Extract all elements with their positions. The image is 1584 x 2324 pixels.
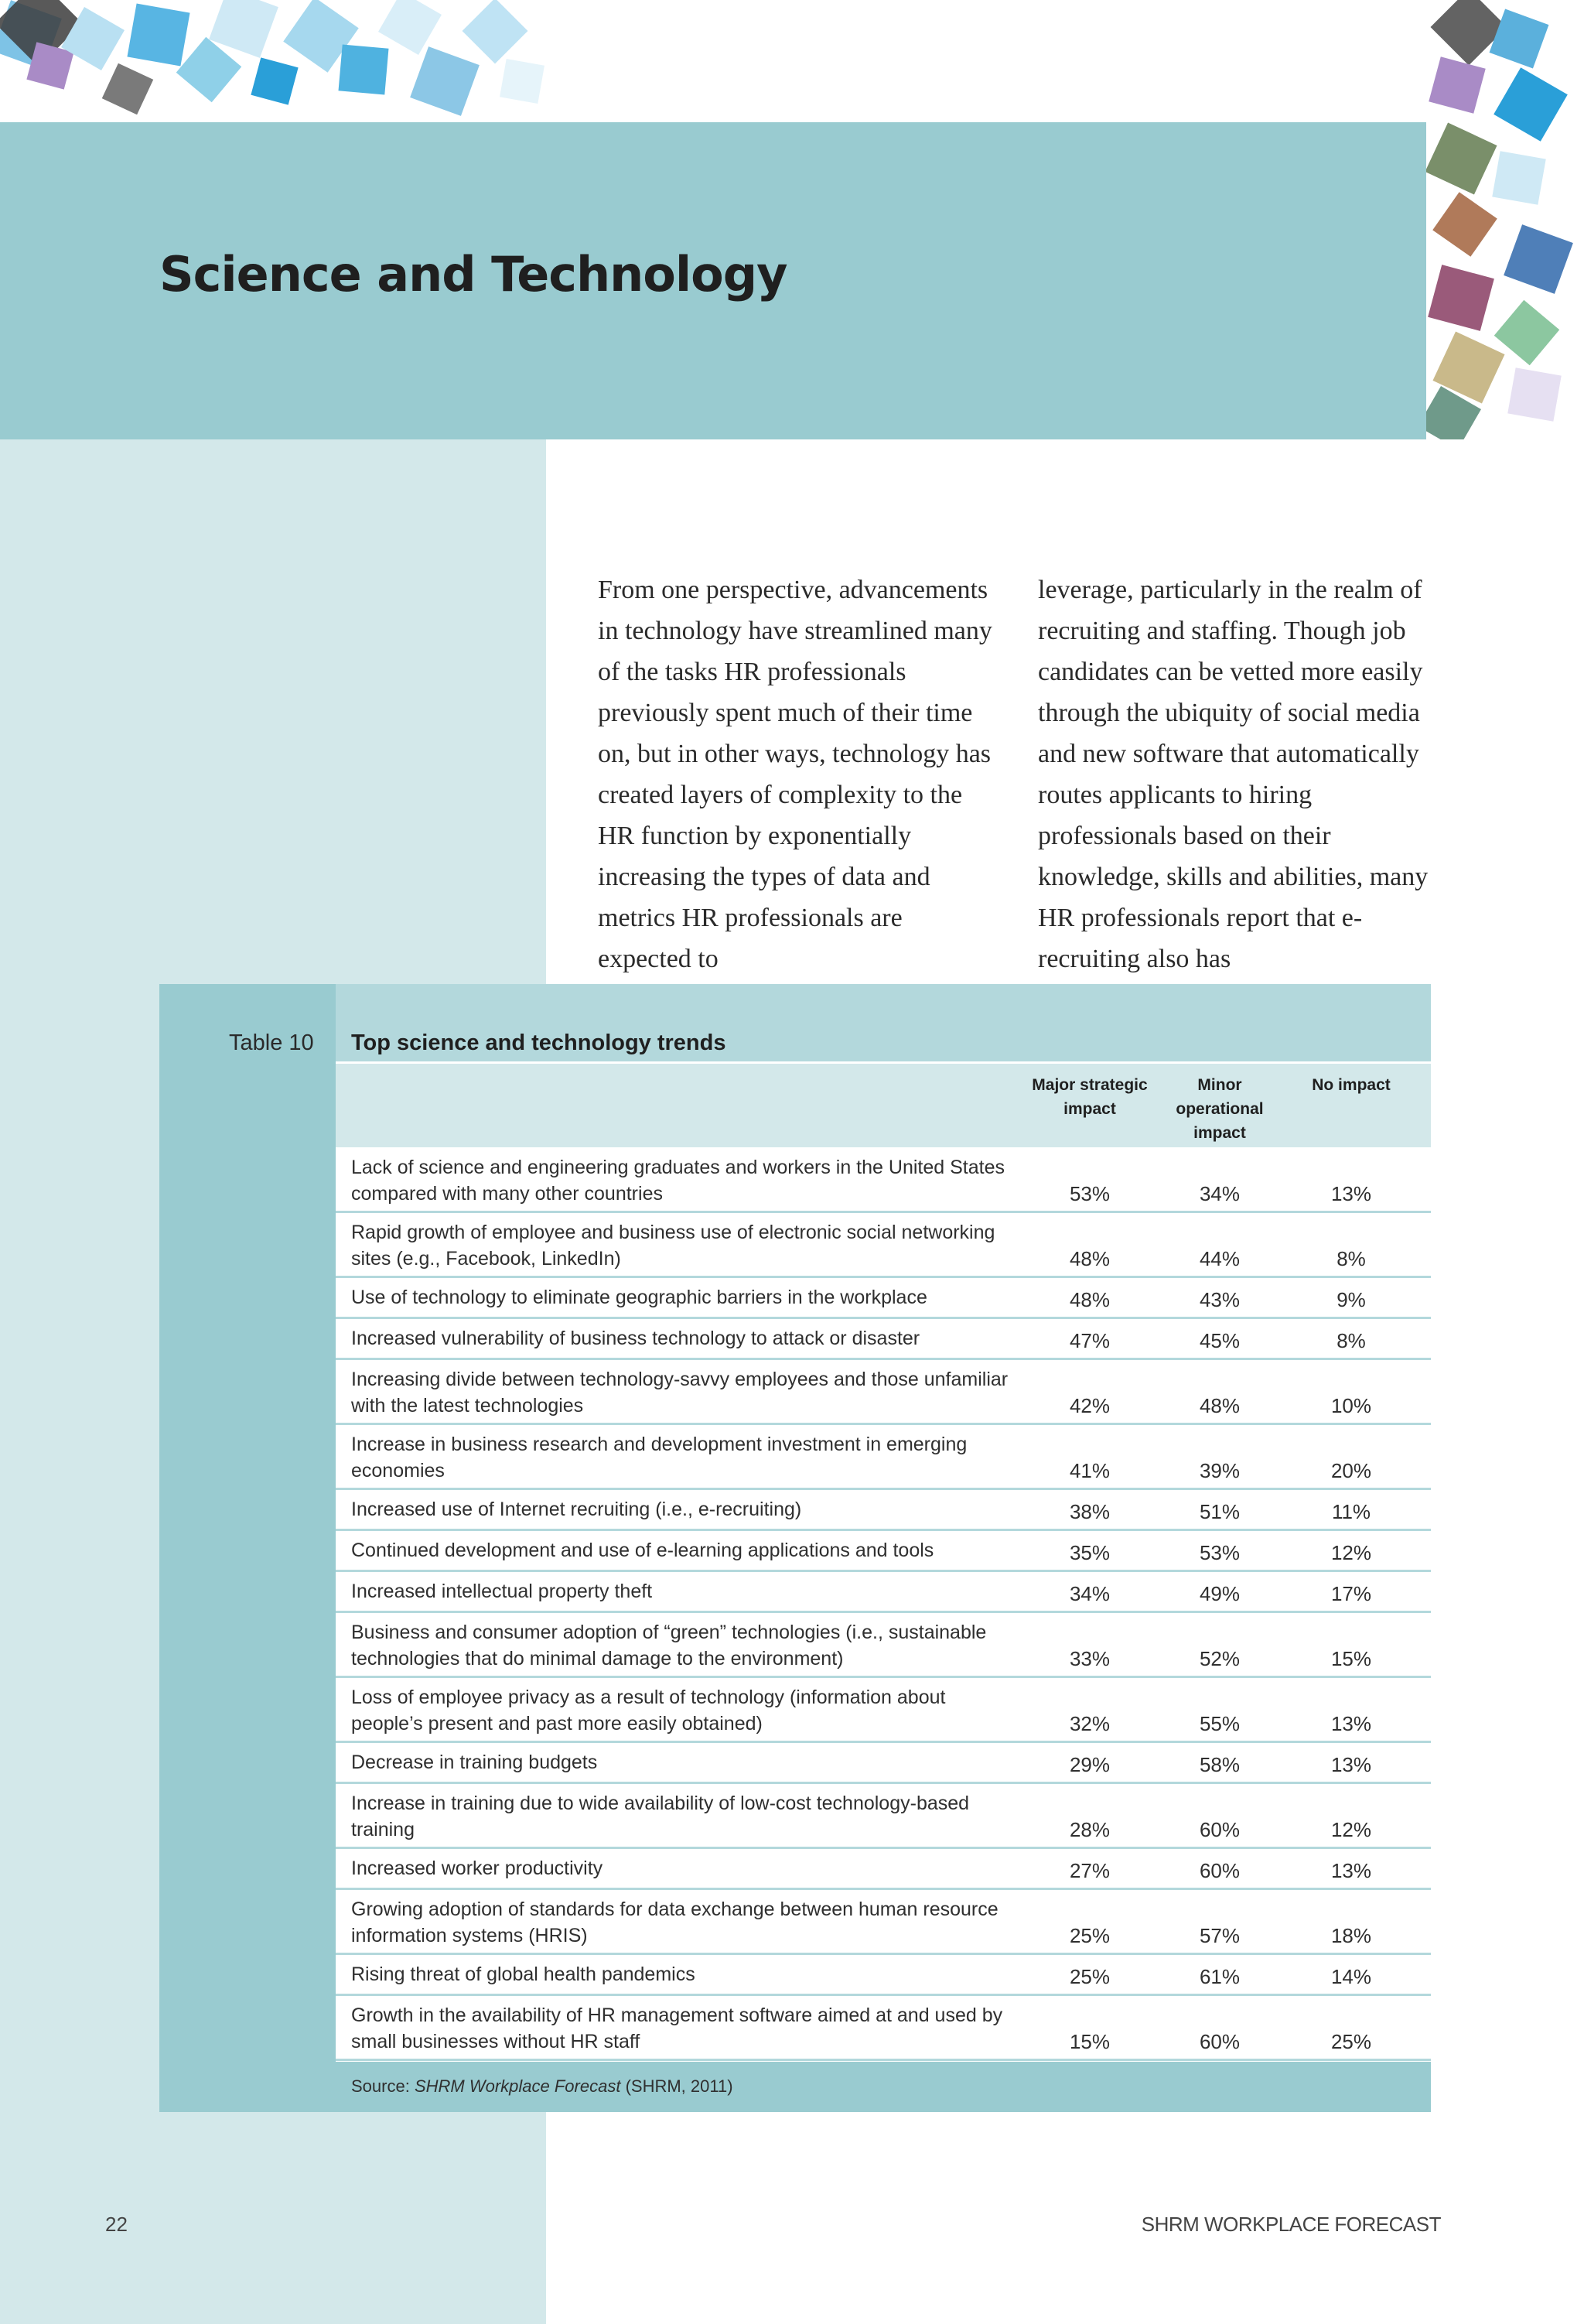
minor-impact-value: 52%: [1199, 1647, 1241, 1670]
body-paragraph-1: From one perspective, advancements in technology have streamlined many of the tasks HR professionals previously spent much of their time on, but in other ways, technology has created layers of complexity to the HR function by exponentially increasing the types of data and metrics HR professionals are expected to: [598, 576, 992, 973]
minor-impact-value: 61%: [1199, 1965, 1241, 1988]
minor-impact-value: 60%: [1199, 1818, 1241, 1841]
minor-impact-value: 39%: [1199, 1459, 1241, 1482]
major-impact-value: 15%: [1069, 2030, 1111, 2053]
trend-label: Growing adoption of standards for data exchange between human resource information systems (HRIS): [351, 1899, 999, 1946]
major-impact-value: 25%: [1069, 1924, 1111, 1947]
minor-impact-value: 51%: [1199, 1500, 1241, 1523]
body-text-column-1: [598, 569, 1000, 979]
column-header-minor: Minor operational impact: [1176, 1076, 1264, 1142]
source-prefix: Source:: [351, 2076, 415, 2096]
table-title: Top science and technology trends: [351, 1030, 726, 1055]
table-row: [336, 1784, 1431, 1849]
trend-label: Rising threat of global health pandemics: [351, 1963, 695, 1985]
no-impact-value: 13%: [1330, 1712, 1372, 1735]
major-impact-value: 25%: [1069, 1965, 1111, 1988]
minor-impact-value: 48%: [1199, 1394, 1241, 1417]
table-column-headers: [336, 1064, 1431, 1147]
trend-label: Increased worker productivity: [351, 1857, 603, 1879]
minor-impact-value: 49%: [1199, 1582, 1241, 1605]
trend-label: Business and consumer adoption of “green” technologies (i.e., sustainable technologies that do minimal damage to the environment): [351, 1622, 987, 1670]
page-title: Science and Technology: [159, 246, 787, 302]
no-impact-value: 8%: [1336, 1247, 1366, 1270]
column-header-major: Major strategic impact: [1032, 1076, 1148, 1118]
page-number: 22: [105, 2213, 128, 2236]
no-impact-value: 15%: [1330, 1647, 1372, 1670]
table-row: [336, 1678, 1431, 1743]
minor-impact-value: 55%: [1199, 1712, 1241, 1735]
no-impact-value: 12%: [1330, 1818, 1372, 1841]
table-row: [336, 1849, 1431, 1890]
major-impact-value: 53%: [1069, 1182, 1111, 1205]
no-impact-value: 10%: [1330, 1394, 1372, 1417]
table-label: Table 10: [229, 1030, 314, 1055]
minor-impact-value: 60%: [1199, 1859, 1241, 1882]
column-header-none: No impact: [1312, 1076, 1391, 1094]
table-row: [336, 1490, 1431, 1531]
no-impact-value: 18%: [1330, 1924, 1372, 1947]
trend-label: Decrease in training budgets: [351, 1752, 598, 1773]
no-impact-value: 13%: [1330, 1182, 1372, 1205]
minor-impact-value: 53%: [1199, 1541, 1241, 1564]
trend-label: Lack of science and engineering graduates and workers in the United States compared with many other countries: [351, 1157, 1005, 1205]
trend-label: Growth in the availability of HR management software aimed at and used by small businesses without HR staff: [351, 2004, 1003, 2052]
no-impact-value: 8%: [1336, 1329, 1366, 1352]
minor-impact-value: 58%: [1199, 1753, 1241, 1776]
major-impact-value: 38%: [1069, 1500, 1111, 1523]
major-impact-value: 33%: [1069, 1647, 1111, 1670]
body-text-column-2: [1038, 569, 1440, 979]
trend-label: Increase in training due to wide availability of low-cost technology-based training: [351, 1793, 970, 1840]
table-row: [336, 1613, 1431, 1678]
table-row: [336, 1955, 1431, 1996]
trend-label: Increased intellectual property theft: [351, 1581, 653, 1602]
major-impact-value: 35%: [1069, 1541, 1111, 1564]
table-row: [336, 1996, 1431, 2061]
major-impact-value: 47%: [1069, 1329, 1111, 1352]
minor-impact-value: 44%: [1199, 1247, 1241, 1270]
trend-label: Rapid growth of employee and business use of electronic social networking sites (e.g., Facebook, LinkedIn): [351, 1222, 995, 1270]
table-row: [336, 1319, 1431, 1360]
table-row: [336, 1425, 1431, 1490]
no-impact-value: 13%: [1330, 1859, 1372, 1882]
source-suffix: (SHRM, 2011): [620, 2076, 733, 2096]
no-impact-value: 17%: [1330, 1582, 1372, 1605]
decorative-mosaic-top-left: [0, 0, 546, 122]
table-rows: [336, 1148, 1431, 2061]
no-impact-value: 9%: [1336, 1288, 1366, 1311]
major-impact-value: 34%: [1069, 1582, 1111, 1605]
table-row: [336, 1213, 1431, 1278]
minor-impact-value: 60%: [1199, 2030, 1241, 2053]
minor-impact-value: 43%: [1199, 1288, 1241, 1311]
major-impact-value: 32%: [1069, 1712, 1111, 1735]
table-row: [336, 1743, 1431, 1784]
table-row: [336, 1278, 1431, 1319]
table-row: [336, 1360, 1431, 1425]
no-impact-value: 20%: [1330, 1459, 1372, 1482]
no-impact-value: 12%: [1330, 1541, 1372, 1564]
major-impact-value: 48%: [1069, 1288, 1111, 1311]
trend-label: Continued development and use of e-learning applications and tools: [351, 1540, 934, 1561]
body-paragraph-2: leverage, particularly in the realm of recruiting and staffing. Though job candidates can be vetted more easily through the ubiquity of social media and new software that automatically routes applicants to hiring professionals based on their knowledge, skills and abilities, many HR professionals report that e-recruiting also has: [1038, 576, 1429, 973]
minor-impact-value: 57%: [1199, 1924, 1241, 1947]
table-title-bar: [336, 984, 1431, 1061]
no-impact-value: 13%: [1330, 1753, 1372, 1776]
trends-table: [159, 984, 1431, 2112]
no-impact-value: 14%: [1330, 1965, 1372, 1988]
trend-label: Increase in business research and development investment in emerging economies: [351, 1434, 968, 1482]
table-row: [336, 1148, 1431, 1213]
trend-label: Increased use of Internet recruiting (i.e., e-recruiting): [351, 1499, 802, 1520]
table-row: [336, 1890, 1431, 1955]
major-impact-value: 42%: [1069, 1394, 1111, 1417]
minor-impact-value: 34%: [1199, 1182, 1241, 1205]
no-impact-value: 25%: [1330, 2030, 1372, 2053]
major-impact-value: 41%: [1069, 1459, 1111, 1482]
no-impact-value: 11%: [1331, 1500, 1371, 1523]
major-impact-value: 29%: [1069, 1753, 1111, 1776]
table-row: [336, 1531, 1431, 1572]
trend-label: Use of technology to eliminate geographic barriers in the workplace: [351, 1287, 927, 1308]
major-impact-value: 27%: [1069, 1859, 1111, 1882]
trend-label: Increased vulnerability of business technology to attack or disaster: [351, 1328, 920, 1349]
source-title: SHRM Workplace Forecast: [414, 2076, 621, 2096]
table-body: [336, 984, 1431, 2062]
trend-label: Increasing divide between technology-savvy employees and those unfamiliar with the latest technologies: [351, 1369, 1009, 1417]
minor-impact-value: 45%: [1199, 1329, 1241, 1352]
major-impact-value: 48%: [1069, 1247, 1111, 1270]
trend-label: Loss of employee privacy as a result of technology (information about people’s present and past more easily obtained): [351, 1687, 946, 1734]
major-impact-value: 28%: [1069, 1818, 1111, 1841]
table-source: [351, 2076, 733, 2097]
table-row: [336, 1572, 1431, 1613]
decorative-mosaic-top-right: [1426, 0, 1584, 439]
footer-brand: SHRM WORKPLACE FORECAST: [1141, 2213, 1441, 2236]
